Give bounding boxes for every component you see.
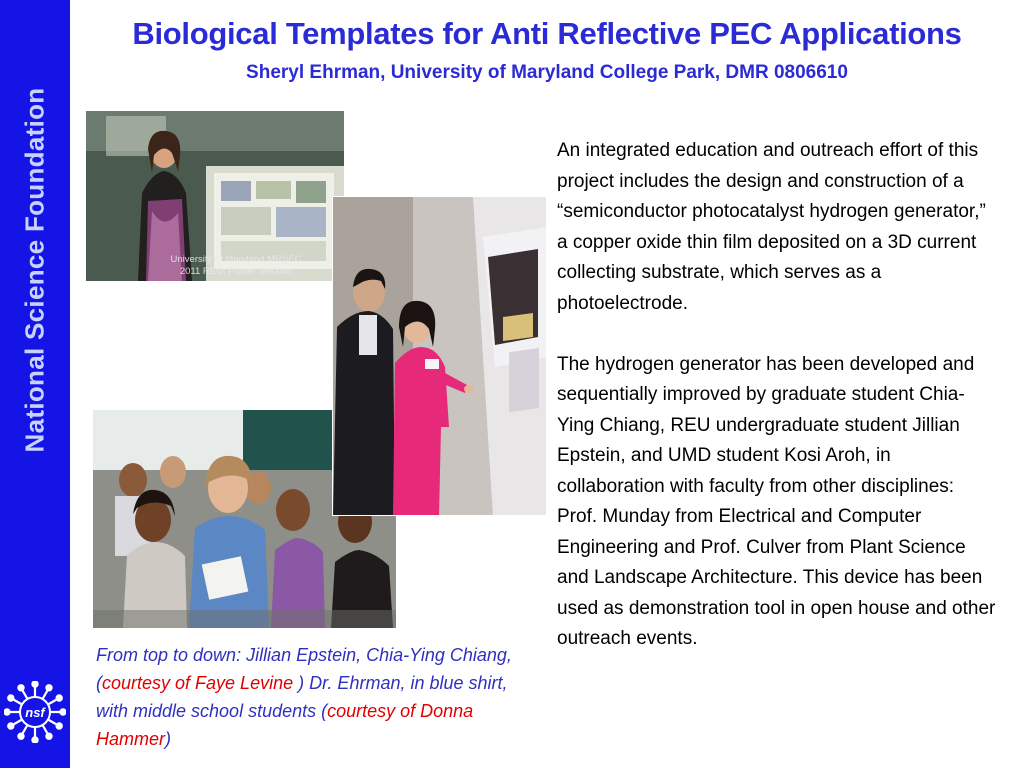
photo-overlay-line1: University of Maryland MRSEC <box>170 254 302 265</box>
caption-text-part3: ) <box>165 729 172 749</box>
caption-text-part2: ) Dr. Ehrman, in blue shirt, with middle school students ( <box>96 673 508 721</box>
photo-caption <box>96 641 536 753</box>
caption-credit-faye-levine: courtesy of Faye Levine <box>102 673 294 693</box>
page-subtitle: Sheryl Ehrman, University of Maryland College Park, DMR 0806610 <box>246 62 848 83</box>
photo-overlay-caption <box>146 254 326 278</box>
sidebar <box>0 0 70 768</box>
nsf-logo-icon <box>4 681 66 743</box>
presentation-photo <box>332 196 547 516</box>
body-paragraph-2: The hydrogen generator has been developed and sequentially improved by graduate student Chia-Ying Chiang, REU undergraduate student Jillian Epstein, and UMD student Kosi Aroh, in collaboration with faculty from other disciplines: Prof. Munday from Electrical and Computer Engineering and Prof. Culver from Plant Science and Landscape Architecture. This device has been used as demonstration tool in open house and other outreach events. <box>557 353 996 649</box>
nsf-logo-text: nsf <box>25 705 45 720</box>
sidebar-label: National Science Foundation <box>19 87 50 453</box>
photo-overlay-line2: 2011 REU: Poster Session <box>179 266 293 277</box>
caption-credit-donna-hammer: courtesy of Donna Hammer <box>96 701 474 749</box>
body-text <box>557 136 997 655</box>
poster-session-photo <box>86 111 344 281</box>
page-title: Biological Templates for Anti Reflective PEC Applications <box>132 16 962 51</box>
caption-text-part1: From top to down: Jillian Epstein, Chia-Ying Chiang, ( <box>96 645 512 693</box>
body-paragraph-1: An integrated education and outreach effort of this project includes the design and construction of a “semiconductor photocatalyst hydrogen generator,” a copper oxide thin film deposited on a 3D current collecting substrate, which serves as a photoelectrode. <box>557 140 986 314</box>
